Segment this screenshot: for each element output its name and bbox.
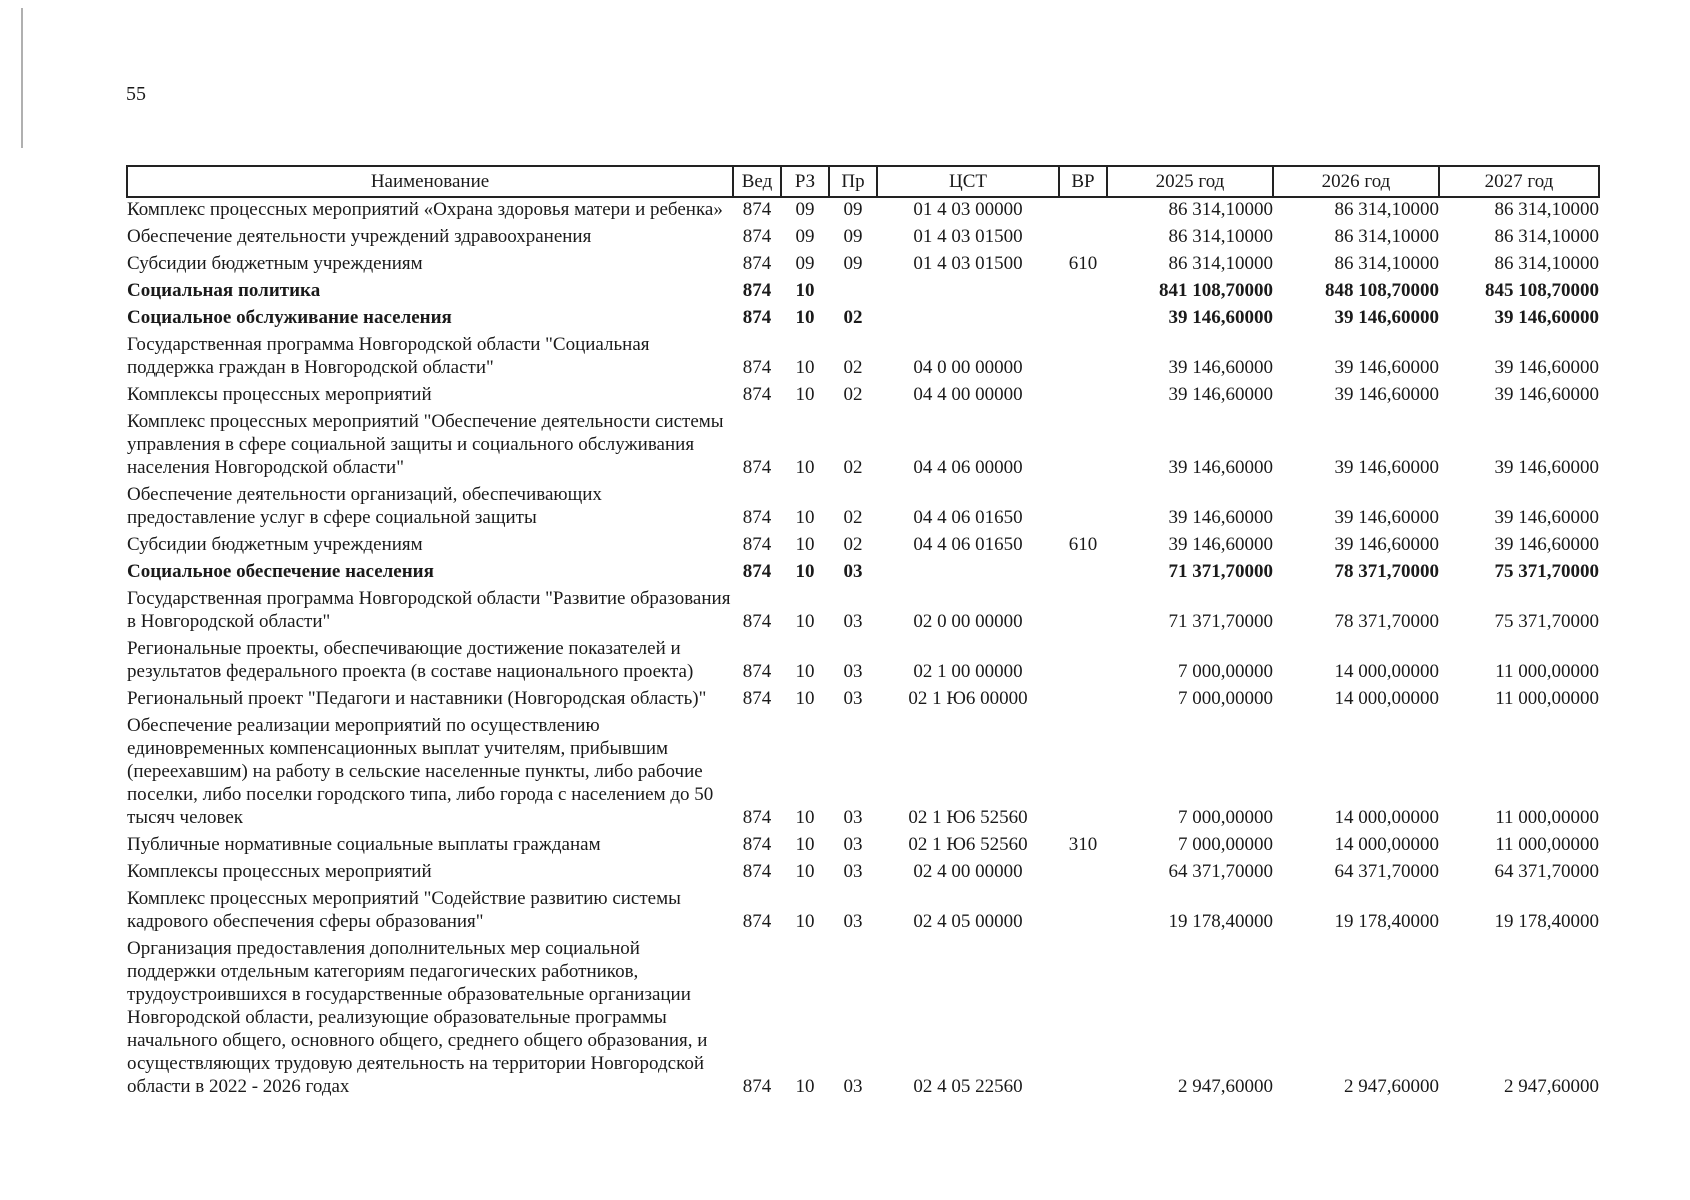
cell-vr	[1059, 410, 1107, 483]
cell-ved: 874	[742, 861, 772, 882]
cell-cst: 04 0 00 00000	[913, 357, 1023, 378]
cell-2025: 39 146,60000	[1168, 457, 1273, 478]
cell-rz: 09	[795, 199, 815, 220]
cell-name: Государственная программа Новгородской области "Социальная поддержка граждан в Новгородской области"	[127, 334, 650, 378]
cell-pr: 03	[843, 834, 863, 855]
cell-rz: 10	[795, 457, 815, 478]
cell-vr	[1059, 714, 1107, 833]
cell-name: Комплекс процессных мероприятий "Обеспечение деятельности системы управления в сфере социальной защиты и социального обслуживания населения Новгородской области"	[127, 411, 724, 478]
cell-pr: 02	[843, 457, 863, 478]
cell-rz: 10	[795, 1076, 815, 1097]
header-2026: 2026 год	[1273, 166, 1439, 197]
cell-name: Обеспечение деятельности организаций, обеспечивающих предоставление услуг в сфере социальной защиты	[127, 484, 602, 528]
cell-cst: 04 4 06 01650	[913, 534, 1023, 555]
cell-2025: 841 108,70000	[1159, 280, 1273, 301]
cell-ved: 874	[742, 661, 772, 682]
cell-2025: 39 146,60000	[1168, 534, 1273, 555]
cell-pr: 03	[843, 1076, 863, 1097]
cell-cst: 02 1 00 00000	[913, 661, 1023, 682]
cell-2026: 64 371,70000	[1334, 861, 1439, 882]
cell-2026: 86 314,10000	[1334, 226, 1439, 247]
cell-cst: 02 1 Ю6 00000	[908, 688, 1028, 709]
cell-cst: 02 4 00 00000	[913, 861, 1023, 882]
cell-2025: 86 314,10000	[1168, 253, 1273, 274]
page-number: 55	[126, 83, 146, 105]
table-row	[127, 860, 1599, 887]
table-row	[127, 937, 1599, 1102]
table-row	[127, 225, 1599, 252]
table-row	[127, 306, 1599, 333]
table-row	[127, 560, 1599, 587]
cell-name: Социальное обеспечение населения	[127, 561, 434, 582]
cell-cst: 04 4 06 01650	[913, 507, 1023, 528]
cell-cst: 02 1 Ю6 52560	[908, 834, 1028, 855]
cell-pr: 02	[843, 534, 863, 555]
cell-2026: 19 178,40000	[1334, 911, 1439, 932]
cell-rz: 10	[795, 534, 815, 555]
table-row	[127, 637, 1599, 687]
cell-rz: 10	[795, 507, 815, 528]
cell-2027: 39 146,60000	[1494, 507, 1599, 528]
cell-vr	[1059, 383, 1107, 410]
cell-rz: 10	[795, 307, 815, 328]
cell-pr: 03	[843, 611, 863, 632]
cell-2026: 78 371,70000	[1334, 561, 1439, 582]
cell-2026: 39 146,60000	[1334, 534, 1439, 555]
cell-2026: 14 000,00000	[1334, 661, 1439, 682]
cell-vr	[1059, 860, 1107, 887]
cell-2027: 11 000,00000	[1495, 661, 1599, 682]
cell-vr: 310	[1068, 834, 1098, 855]
cell-cst: 02 4 05 22560	[913, 1076, 1023, 1097]
cell-name: Субсидии бюджетным учреждениям	[127, 534, 423, 555]
cell-name: Социальная политика	[127, 280, 321, 301]
cell-2027: 64 371,70000	[1494, 861, 1599, 882]
budget-table	[126, 165, 1600, 1102]
table-row	[127, 197, 1599, 225]
cell-ved: 874	[742, 280, 772, 301]
cell-rz: 10	[795, 834, 815, 855]
cell-cst: 01 4 03 00000	[913, 199, 1023, 220]
cell-2027: 86 314,10000	[1494, 226, 1599, 247]
header-pr: Пр	[829, 166, 877, 197]
cell-pr: 03	[843, 688, 863, 709]
cell-pr	[829, 279, 877, 306]
cell-ved: 874	[742, 611, 772, 632]
cell-rz: 10	[795, 661, 815, 682]
margin-line	[21, 8, 23, 148]
cell-2026: 39 146,60000	[1334, 457, 1439, 478]
cell-2026: 86 314,10000	[1334, 253, 1439, 274]
header-2025: 2025 год	[1107, 166, 1273, 197]
cell-rz: 10	[795, 357, 815, 378]
cell-2027: 11 000,00000	[1495, 807, 1599, 828]
cell-cst: 02 4 05 00000	[913, 911, 1023, 932]
table-row	[127, 410, 1599, 483]
cell-rz: 10	[795, 911, 815, 932]
cell-2027: 75 371,70000	[1494, 561, 1599, 582]
cell-name: Региональный проект "Педагоги и наставники (Новгородская область)"	[127, 688, 707, 709]
cell-2026: 39 146,60000	[1334, 384, 1439, 405]
cell-2027: 11 000,00000	[1495, 688, 1599, 709]
cell-name: Комплекс процессных мероприятий «Охрана здоровья матери и ребенка»	[127, 199, 723, 220]
cell-ved: 874	[742, 253, 772, 274]
cell-pr: 03	[843, 661, 863, 682]
cell-ved: 874	[742, 534, 772, 555]
cell-2025: 7 000,00000	[1178, 834, 1273, 855]
cell-name: Комплекс процессных мероприятий "Содействие развитию системы кадрового обеспечения сферы образования"	[127, 888, 681, 932]
cell-cst	[877, 306, 1059, 333]
table-row	[127, 833, 1599, 860]
cell-vr	[1059, 560, 1107, 587]
cell-rz: 10	[795, 384, 815, 405]
cell-name: Субсидии бюджетным учреждениям	[127, 253, 423, 274]
cell-name: Комплексы процессных мероприятий	[127, 861, 432, 882]
cell-vr: 610	[1068, 534, 1098, 555]
cell-ved: 874	[742, 911, 772, 932]
cell-rz: 09	[795, 226, 815, 247]
cell-2025: 71 371,70000	[1168, 561, 1273, 582]
cell-2026: 14 000,00000	[1334, 834, 1439, 855]
header-rz: РЗ	[781, 166, 829, 197]
cell-name: Обеспечение деятельности учреждений здравоохранения	[127, 226, 592, 247]
cell-2025: 39 146,60000	[1168, 307, 1273, 328]
cell-2026: 86 314,10000	[1334, 199, 1439, 220]
cell-pr: 02	[843, 357, 863, 378]
cell-2025: 7 000,00000	[1178, 661, 1273, 682]
cell-cst: 04 4 06 00000	[913, 457, 1023, 478]
cell-2025: 2 947,60000	[1178, 1076, 1273, 1097]
cell-cst	[877, 279, 1059, 306]
cell-vr	[1059, 587, 1107, 637]
table-row	[127, 887, 1599, 937]
cell-rz: 10	[795, 807, 815, 828]
cell-rz: 10	[795, 280, 815, 301]
cell-2025: 64 371,70000	[1168, 861, 1273, 882]
cell-ved: 874	[742, 834, 772, 855]
cell-2025: 7 000,00000	[1178, 807, 1273, 828]
cell-vr: 610	[1068, 253, 1098, 274]
cell-rz: 09	[795, 253, 815, 274]
cell-cst: 01 4 03 01500	[913, 253, 1023, 274]
cell-ved: 874	[742, 384, 772, 405]
cell-vr	[1059, 333, 1107, 383]
cell-vr	[1059, 225, 1107, 252]
header-2027: 2027 год	[1439, 166, 1599, 197]
cell-cst	[877, 560, 1059, 587]
cell-name: Государственная программа Новгородской области "Развитие образования в Новгородской области"	[127, 588, 731, 632]
cell-2027: 39 146,60000	[1494, 457, 1599, 478]
cell-vr	[1059, 306, 1107, 333]
cell-2027: 39 146,60000	[1494, 534, 1599, 555]
cell-vr	[1059, 937, 1107, 1102]
cell-pr: 02	[843, 307, 863, 328]
cell-2026: 848 108,70000	[1325, 280, 1439, 301]
cell-2025: 86 314,10000	[1168, 199, 1273, 220]
header-name: Наименование	[127, 166, 733, 197]
table-row	[127, 587, 1599, 637]
table-row	[127, 714, 1599, 833]
cell-rz: 10	[795, 561, 815, 582]
cell-pr: 03	[843, 561, 863, 582]
cell-2027: 19 178,40000	[1494, 911, 1599, 932]
cell-2025: 7 000,00000	[1178, 688, 1273, 709]
table-row	[127, 279, 1599, 306]
cell-2025: 39 146,60000	[1168, 384, 1273, 405]
cell-pr: 03	[843, 911, 863, 932]
table-row	[127, 533, 1599, 560]
cell-2026: 14 000,00000	[1334, 807, 1439, 828]
cell-2026: 39 146,60000	[1334, 507, 1439, 528]
cell-cst: 04 4 00 00000	[913, 384, 1023, 405]
cell-vr	[1059, 483, 1107, 533]
cell-2025: 39 146,60000	[1168, 507, 1273, 528]
header-vr: ВР	[1059, 166, 1107, 197]
cell-name: Региональные проекты, обеспечивающие достижение показателей и результатов федерального проекта (в составе национального проекта)	[127, 638, 694, 682]
cell-pr: 02	[843, 507, 863, 528]
cell-cst: 02 0 00 00000	[913, 611, 1023, 632]
table-row	[127, 333, 1599, 383]
cell-pr: 03	[843, 807, 863, 828]
cell-ved: 874	[742, 226, 772, 247]
cell-pr: 09	[843, 226, 863, 247]
cell-2027: 86 314,10000	[1494, 253, 1599, 274]
cell-rz: 10	[795, 688, 815, 709]
cell-2026: 39 146,60000	[1334, 357, 1439, 378]
cell-ved: 874	[742, 561, 772, 582]
cell-2027: 86 314,10000	[1494, 199, 1599, 220]
cell-vr	[1059, 887, 1107, 937]
cell-rz: 10	[795, 611, 815, 632]
cell-name: Организация предоставления дополнительных мер социальной поддержки отдельным категориям педагогических работников, трудоустроившихся в государственные образовательные организации Новгородской области, реализующие образовательные программы начального общего, основного общего, среднего общего образования, и осуществляющих трудовую деятельность на территории Новгородской области в 2022 - 2026 годах	[127, 938, 708, 1097]
cell-cst: 01 4 03 01500	[913, 226, 1023, 247]
cell-2025: 19 178,40000	[1168, 911, 1273, 932]
table-row	[127, 252, 1599, 279]
header-cst: ЦСТ	[877, 166, 1059, 197]
cell-ved: 874	[742, 199, 772, 220]
cell-2026: 2 947,60000	[1344, 1076, 1439, 1097]
table-header	[127, 166, 1599, 197]
table-row	[127, 383, 1599, 410]
cell-ved: 874	[742, 457, 772, 478]
cell-ved: 874	[742, 507, 772, 528]
cell-pr: 03	[843, 861, 863, 882]
table-row	[127, 687, 1599, 714]
cell-2027: 75 371,70000	[1494, 611, 1599, 632]
cell-vr	[1059, 637, 1107, 687]
table-body	[127, 197, 1599, 1102]
cell-ved: 874	[742, 307, 772, 328]
cell-name: Комплексы процессных мероприятий	[127, 384, 432, 405]
cell-2027: 39 146,60000	[1494, 357, 1599, 378]
cell-2026: 14 000,00000	[1334, 688, 1439, 709]
cell-name: Социальное обслуживание населения	[127, 307, 452, 328]
cell-2025: 86 314,10000	[1168, 226, 1273, 247]
cell-2027: 845 108,70000	[1485, 280, 1599, 301]
cell-vr	[1059, 687, 1107, 714]
cell-name: Публичные нормативные социальные выплаты гражданам	[127, 834, 601, 855]
cell-ved: 874	[742, 688, 772, 709]
cell-name: Обеспечение реализации мероприятий по осуществлению единовременных компенсационных выплат учителям, прибывшим (переехавшим) на работу в сельские населенные пункты, либо рабочие поселки, либо поселки городского типа, либо города с населением до 50 тысяч человек	[127, 715, 714, 828]
cell-vr	[1059, 197, 1107, 225]
cell-ved: 874	[742, 357, 772, 378]
cell-pr: 02	[843, 384, 863, 405]
cell-ved: 874	[742, 807, 772, 828]
cell-pr: 09	[843, 199, 863, 220]
cell-2027: 39 146,60000	[1494, 384, 1599, 405]
cell-2027: 11 000,00000	[1495, 834, 1599, 855]
cell-pr: 09	[843, 253, 863, 274]
cell-2025: 71 371,70000	[1168, 611, 1273, 632]
cell-2026: 39 146,60000	[1334, 307, 1439, 328]
cell-ved: 874	[742, 1076, 772, 1097]
cell-2027: 2 947,60000	[1504, 1076, 1599, 1097]
header-ved: Вед	[733, 166, 781, 197]
cell-cst: 02 1 Ю6 52560	[908, 807, 1028, 828]
cell-vr	[1059, 279, 1107, 306]
cell-2025: 39 146,60000	[1168, 357, 1273, 378]
cell-rz: 10	[795, 861, 815, 882]
cell-2026: 78 371,70000	[1334, 611, 1439, 632]
table-row	[127, 483, 1599, 533]
cell-2027: 39 146,60000	[1494, 307, 1599, 328]
